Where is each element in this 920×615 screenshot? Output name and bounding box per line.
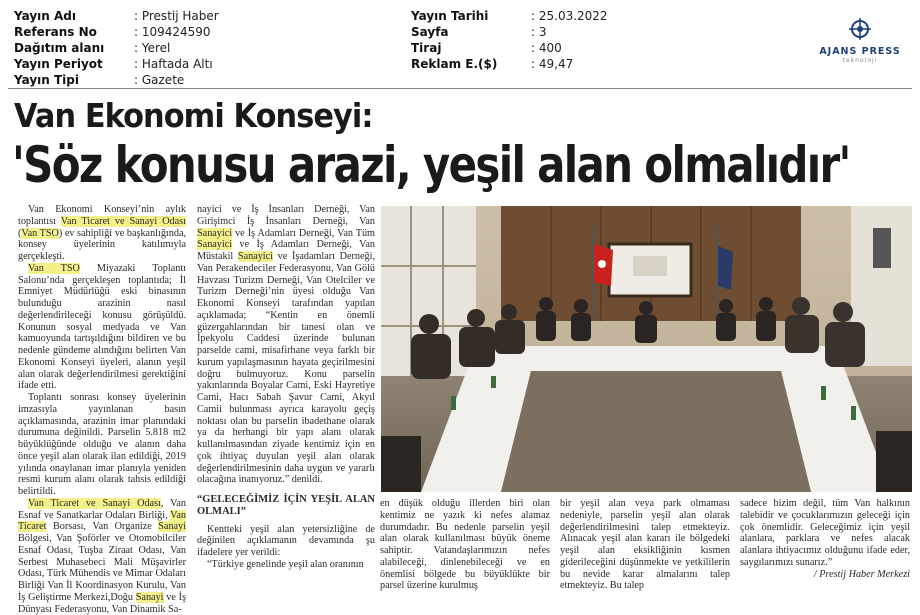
- article-signature: / Prestij Haber Merkezi: [813, 568, 910, 580]
- meta-key: Tiraj: [411, 41, 442, 55]
- meta-key: Sayfa: [411, 25, 449, 39]
- meta-value: : Prestij Haber: [134, 9, 219, 23]
- meta-value: : Haftada Altı: [134, 57, 213, 71]
- article-subheading: “GELECEĞİMİZ İÇİN YEŞİL ALAN OLMALI”: [197, 494, 375, 517]
- meta-right: [411, 8, 608, 72]
- header-divider: [8, 88, 912, 89]
- article-column-4: bir yeşil alan veya park olmaması nedeniyle, parselin yeşil alan olarak değerlendirilmesini talep etmekteyiz. Alınacak yeşil alan kararı ile bölgedeki yeşil alan eksikliğinin kısmen giderileceğini düşünmekte ve yetkililerin bu nevide karar almalarını talep etmekteyiz. Bu talep: [560, 498, 730, 592]
- meta-left: [14, 8, 219, 88]
- meta-key: Yayın Periyot: [14, 57, 103, 71]
- article-column-1: Van Ekonomi Konseyi’nin aylık toplantısı Van Ticaret ve Sanayi Odası (Van TSO) ev sahipliği ve başkanlığında, konsey üyelerinin katılımıyla gerçekleşti. Van TSO Miyazaki Toplantı Salonu’nda gerçekleşen toplantıda; İl Emniyet Müdürlüğü eski binasının bulunduğu arazinin nasıl değerlendirileceği konusu görüşüldü. Konunun sosyal medyada ve Van kamuoyunda tartışıldığını bildiren ve bu nedenle gündeme alındığını belirten Van Ekonomi Konseyi üyeleri, alanın yeşil alan olarak değerlendirilmesi gerektiğini ifade etti. Toplantı sonrası konsey üyelerinin imzasıyla yayınlanan basın açıklamasında, arazinin imar planındaki durumuna değinildi. Parselin 5.818 m2 büyüklüğünde olduğu ve alanın daha önce yeşil alan olarak ilan edildiği, 2019 yılında onaylanan imar planıyla yeniden resmi kurum alanı olarak tahsis edildiği belirtildi. Van Ticaret ve Sanayi Odası, Van Esnaf ve Sanatkarlar Odaları Birliği, Van Ticaret Borsası, Van Organize Sanayi Bölgesi, Van Şoförler ve Otomobilciler Esnaf Odası, Tuşba Ziraat Odası, Van Serbest Muhasebeci Mali Müşavirler Odası, Türk Mühendis ve Mimar Odaları Birliği Van İl Koordinasyon Kurulu, Van İş Geliştirme Merkezi,Doğu Sanayi ve İş Dünyası Federasyonu, Van Dinamik Sa-: [18, 204, 187, 615]
- meta-value: : Yerel: [134, 41, 171, 55]
- article-column-3: en düşük olduğu illerden biri olan kentimiz ne yazık ki nefes alamaz durumdadır. Bu nedenle parselin yeşil alan olarak kullanılması büyük öneme sahiptir. Vatandaşlarımızın nefes alabileceği, dinlenebileceği ve en önemlisi bölgede bu büyüklükte bir parsel üzerine kurulmuş: [380, 498, 550, 592]
- meta-value: : 49,47: [531, 57, 574, 71]
- meeting-photo-illustration: [381, 206, 912, 492]
- meta-value: : 400: [531, 41, 562, 55]
- logo-subtitle: teknoloji: [842, 57, 878, 64]
- meta-key: Yayın Tipi: [14, 73, 79, 87]
- meta-key: Reklam E.($): [411, 57, 498, 71]
- article-column-5: sadece bizim değil, tüm Van halkının talebidir ve çocuklarımızın geleceği için çok önemlidir. Geleceğimiz için yeşil alanlara, parklara ve nefes alacak alanlara ihtiyacımız olduğunu ifade eder, saygılarımızı sunarız.” / Prestij Haber Merkezi: [740, 498, 910, 580]
- article-column-2-lower: “GELECEĞİMİZ İÇİN YEŞİL ALAN OLMALI” Kentteki yeşil alan yetersizliğine de değinilen açıklamanın devamında şu ifadelere yer verildi: “Türkiye genelinde yeşil alan oranının: [197, 494, 375, 570]
- logo-globe-icon: [849, 18, 871, 40]
- meta-value: : 3: [531, 25, 547, 39]
- meta-key: Yayın Tarihi: [411, 9, 489, 23]
- meeting-photo: [381, 206, 912, 492]
- meta-key: Dağıtım alanı: [14, 41, 105, 55]
- article-column-2: nayici ve İş İnsanları Derneği, Van Girişimci İş İnsanları Derneği, Van Sanayici ve İş Adamları Derneği, Van Tüm Sanayici ve İş Adamları Derneği, Van Müstakil Sanayici ve İşadamları Derneği, Van Perakendeciler Federasyonu, Van Gölü Havzası Turizm Derneği, Van Otelciler ve Turizm Derneği’nin üyesi olduğu Van Ekonomi Konseyi tarafından yapılan açıklamada; “Kentin en önemli güzergahlarından bir tanesi olan ve İpekyolu Caddesi üzerinde bulunan parselde cami, misafirhane veya farklı bir kurum yapılaşmasının hayata geçirilmesini doğru bulmuyoruz. Konu parselin yakınlarında Boyalar Cami, Eski Hayretiye Cami, Hacı Sabah Şavur Cami, Akyıl Camii bulunması ayrıca karayolu geçiş noktası olan bu parselin ibadethane olarak ya da herhangi bir yapı alanı olarak kullanılmasından ziyade kentimiz için en çok ihtiyaç duyulan yeşil alan olarak değerlendirilmesinin daha uygun ve yararlı olacağına inanıyoruz.” denildi.: [197, 204, 375, 486]
- article-kicker: Van Ekonomi Konseyi:: [14, 96, 373, 135]
- meta-key: Referans No: [14, 25, 97, 39]
- ajans-press-logo: [808, 18, 912, 62]
- meta-value: : 25.03.2022: [531, 9, 608, 23]
- article-headline: 'Söz konusu arazi, yeşil alan olmalıdır': [12, 136, 850, 194]
- meta-key: Yayın Adı: [14, 9, 76, 23]
- meta-value: : Gazete: [134, 73, 185, 87]
- logo-brand: AJANS PRESS: [819, 46, 901, 57]
- meta-value: : 109424590: [134, 25, 211, 39]
